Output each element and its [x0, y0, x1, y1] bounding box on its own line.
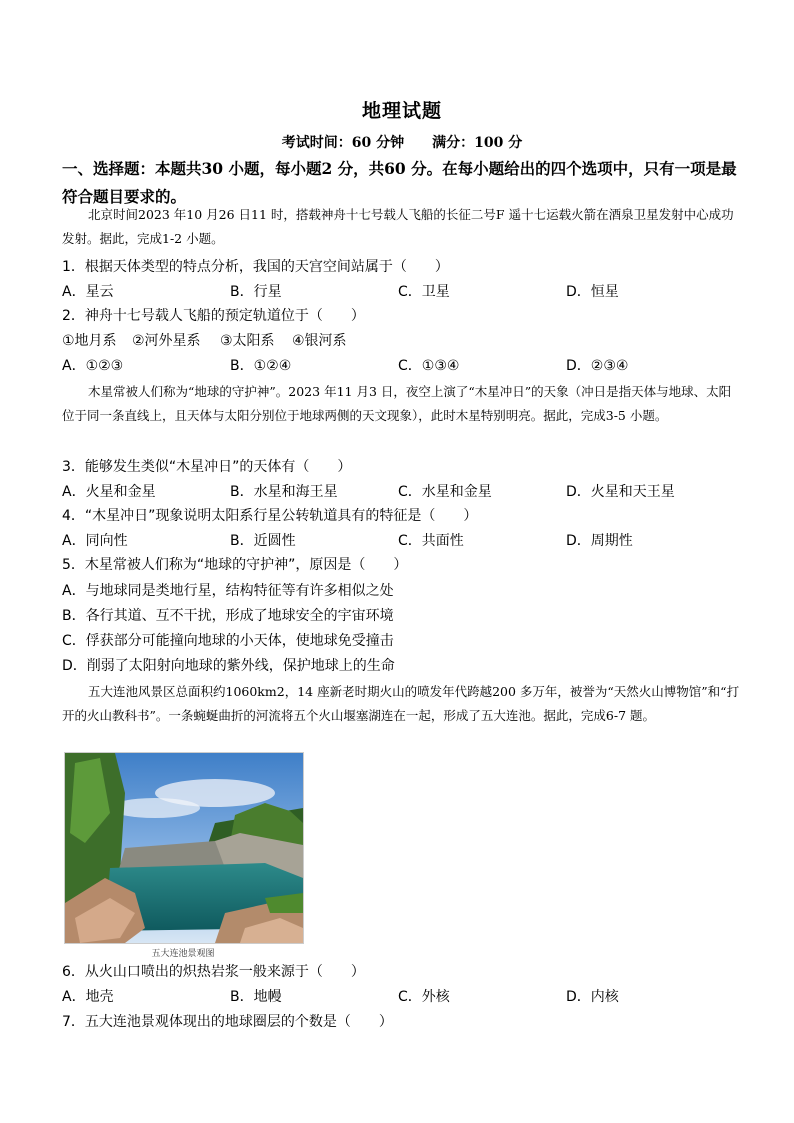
question-1: 1．根据天体类型的特点分析，我国的天宫空间站属于（ ） — [62, 259, 449, 275]
option-d: D．周期性 — [566, 533, 633, 549]
choice-1: ①地月系 — [62, 333, 117, 349]
option-d: D．内核 — [566, 989, 619, 1005]
wudalianchi-photo — [64, 752, 304, 944]
photo-caption: 五大连池景观图 — [151, 949, 215, 959]
section-heading: 一、选择题：本题共30 小题，每小题2 分，共60 分。在每小题给出的四个选项中，只有一项是最符合题目要求的。 — [62, 159, 737, 206]
question-5-option-a: A．与地球同是类地行星，结构特征等有许多相似之处 — [62, 583, 394, 599]
question-5-option-c: C．俘获部分可能撞向地球的小天体，使地球免受撞击 — [62, 633, 394, 649]
question-5: 5．木星常被人们称为“地球的守护神”，原因是（ ） — [62, 557, 408, 573]
question-5-option-b: B．各行其道、互不干扰，形成了地球安全的宇宙环境 — [62, 608, 394, 624]
intro-passage-3: 五大连池风景区总面积约1060km2，14 座新老时期火山的喷发年代跨越200 多万年，被誉为“天然火山博物馆”和“打开的火山教科书”。一条蜿蜒曲折的河流将五个火山堰塞湖连在一起，形成了五大连池。据此，完成6-7 题。 — [62, 684, 740, 723]
option-a: A．地壳 — [62, 989, 114, 1005]
lake-landscape-image — [65, 753, 303, 943]
option-b: B．水星和海王星 — [230, 484, 338, 500]
page-title: 地理试题 — [361, 100, 442, 122]
option-c: C．①③④ — [398, 358, 460, 374]
intro-passage-1: 北京时间2023 年10 月26 日11 时，搭载神舟十七号载人飞船的长征二号F 遥十七运载火箭在酒泉卫星发射中心成功发射。据此，完成1-2 小题。 — [62, 207, 734, 246]
question-6: 6．从火山口喷出的炽热岩浆一般来源于（ ） — [62, 964, 365, 980]
intro-passage-2: 木星常被人们称为“地球的守护神”。2023 年11 月3 日，夜空上演了“木星冲日”的天象（冲日是指天体与地球、太阳位于同一条直线上，且天体与太阳分别位于地球两侧的天文现象），此时木星特别明亮。据此，完成3-5 小题。 — [62, 384, 732, 423]
option-b: B．地幔 — [230, 989, 282, 1005]
exam-info — [62, 132, 742, 152]
choice-4: ④银河系 — [292, 333, 347, 349]
option-c: C．共面性 — [398, 533, 464, 549]
question-5-option-d: D．削弱了太阳射向地球的紫外线，保护地球上的生命 — [62, 658, 395, 674]
option-d: D．②③④ — [566, 358, 629, 374]
option-b: B．①②④ — [230, 358, 292, 374]
option-a: A．同向性 — [62, 533, 128, 549]
option-c: C．卫星 — [398, 284, 450, 300]
option-b: B．近圆性 — [230, 533, 296, 549]
option-c: C．外核 — [398, 989, 450, 1005]
option-a: A．星云 — [62, 284, 114, 300]
option-a: A．①②③ — [62, 358, 124, 374]
option-d: D．恒星 — [566, 284, 619, 300]
question-2: 2．神舟十七号载人飞船的预定轨道位于（ ） — [62, 308, 365, 324]
full-score: 满分：100 分 — [432, 135, 523, 151]
choice-2: ②河外星系 — [132, 333, 201, 349]
choice-3: ③太阳系 — [220, 333, 275, 349]
exam-time: 考试时间：60 分钟 — [281, 135, 405, 151]
question-4: 4．“木星冲日”现象说明太阳系行星公转轨道具有的特征是（ ） — [62, 508, 478, 524]
question-3: 3．能够发生类似“木星冲日”的天体有（ ） — [62, 459, 352, 475]
question-7: 7．五大连池景观体现出的地球圈层的个数是（ ） — [62, 1014, 393, 1030]
option-c: C．水星和金星 — [398, 484, 492, 500]
option-b: B．行星 — [230, 284, 282, 300]
option-a: A．火星和金星 — [62, 484, 156, 500]
option-d: D．火星和天王星 — [566, 484, 675, 500]
